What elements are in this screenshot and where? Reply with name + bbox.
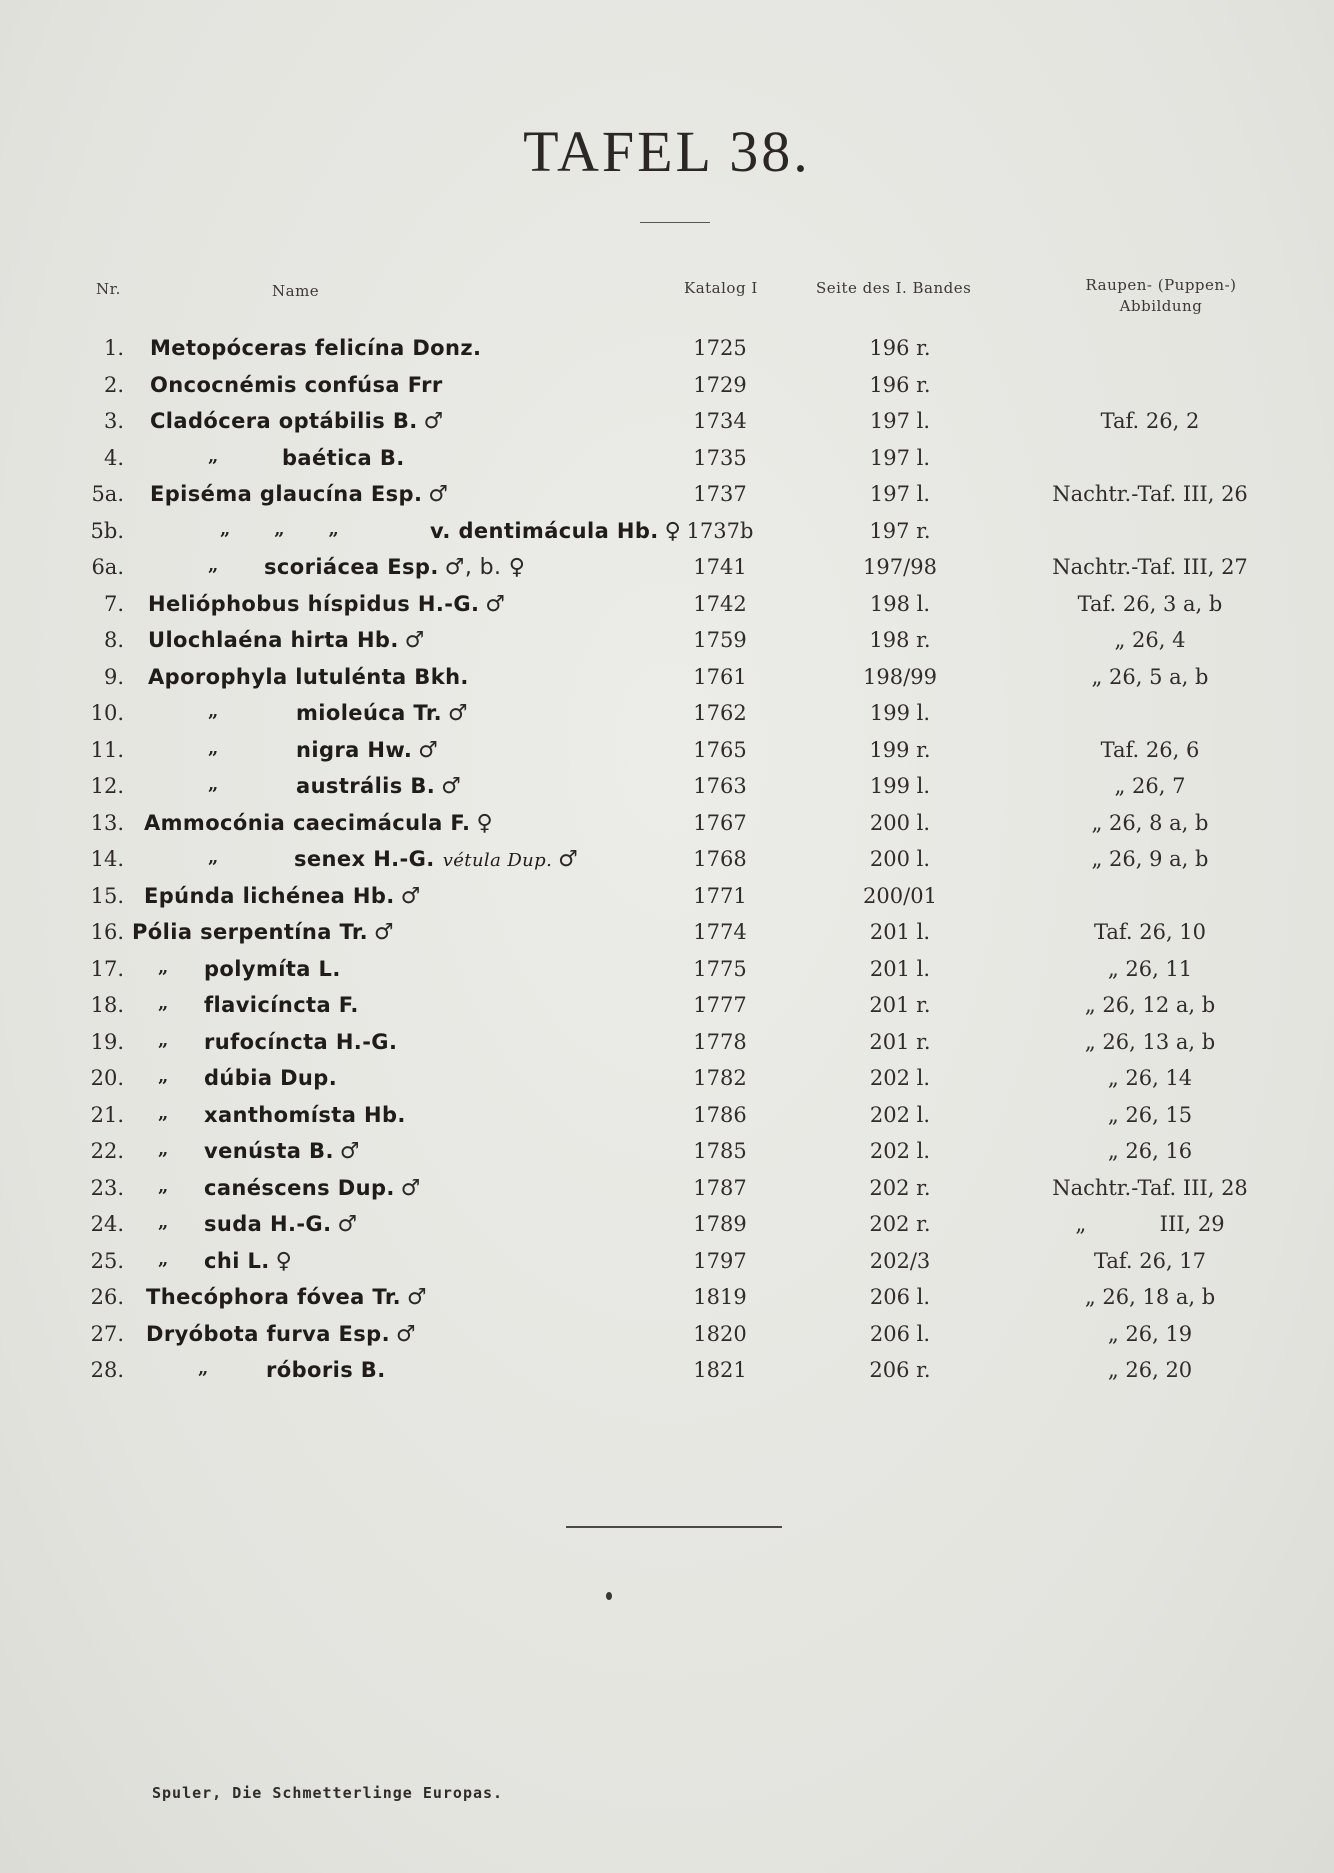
species-name-cell bbox=[148, 628, 425, 653]
species-name: Epúnda lichénea Hb. bbox=[144, 884, 395, 908]
plate-reference: Taf. 26, 6 bbox=[1100, 738, 1200, 762]
table-row bbox=[0, 993, 1334, 1027]
sex-symbol: ♂ bbox=[404, 628, 425, 653]
species-name: Episéma glaucína Esp. bbox=[150, 482, 423, 506]
page-reference: 200/01 bbox=[863, 884, 937, 908]
katalog-number: 1762 bbox=[693, 701, 747, 725]
species-name: austrális B. bbox=[296, 774, 436, 798]
sex-symbol: ♂ bbox=[337, 1212, 358, 1237]
row-number: 16. bbox=[90, 920, 124, 944]
species-name-cell bbox=[430, 519, 681, 544]
species-name: rufocíncta H.-G. bbox=[204, 1030, 398, 1054]
species-name: flavicíncta F. bbox=[204, 993, 359, 1017]
ditto-mark: „ bbox=[158, 1212, 169, 1233]
plate-reference: „ III, 29 bbox=[1075, 1212, 1225, 1236]
species-name-cell bbox=[204, 1066, 337, 1090]
table-row bbox=[0, 811, 1334, 845]
ditto-mark: „ bbox=[158, 1249, 169, 1270]
katalog-number: 1765 bbox=[693, 738, 747, 762]
species-name-cell bbox=[296, 774, 461, 799]
sex-symbol: ♂ bbox=[418, 738, 439, 763]
row-number: 27. bbox=[90, 1322, 124, 1346]
synonym-name: vétula Dup. bbox=[442, 850, 553, 871]
plate-reference: „ 26, 7 bbox=[1114, 774, 1186, 798]
page-reference: 196 r. bbox=[869, 336, 931, 360]
page-reference: 198 l. bbox=[869, 592, 931, 616]
ditto-mark: „ bbox=[158, 1066, 169, 1087]
plate-reference: „ 26, 15 bbox=[1107, 1103, 1193, 1127]
page-reference: 201 r. bbox=[869, 1030, 931, 1054]
plate-reference: Taf. 26, 17 bbox=[1093, 1249, 1207, 1273]
species-name: Ammocónia caecimácula F. bbox=[144, 811, 471, 835]
row-number: 1. bbox=[103, 336, 124, 360]
plate-reference: „ 26, 9 a, b bbox=[1091, 847, 1209, 871]
page-reference: 197 l. bbox=[869, 409, 931, 433]
species-name-cell bbox=[294, 847, 578, 872]
page-reference: 202 l. bbox=[869, 1103, 931, 1127]
row-number: 17. bbox=[90, 957, 124, 981]
species-name-cell bbox=[204, 1212, 358, 1237]
footer-source: Spuler, Die Schmetterlinge Europas. bbox=[152, 1784, 504, 1802]
header-abbildung-line1: Raupen- (Puppen-) bbox=[1085, 276, 1237, 294]
row-number: 28. bbox=[90, 1358, 124, 1382]
ditto-mark: „ bbox=[208, 847, 219, 868]
sex-symbol: ♂ bbox=[558, 847, 579, 872]
species-name: dúbia Dup. bbox=[204, 1066, 338, 1090]
species-name: nigra Hw. bbox=[296, 738, 413, 762]
sex-symbol: ♂ bbox=[441, 774, 462, 799]
page-reference: 198 r. bbox=[869, 628, 931, 652]
table-row bbox=[0, 665, 1334, 699]
katalog-number: 1737 bbox=[693, 482, 747, 506]
sex-symbol: ♀ bbox=[664, 519, 682, 544]
page-reference: 202 l. bbox=[869, 1066, 931, 1090]
plate-reference: „ 26, 18 a, b bbox=[1084, 1285, 1216, 1309]
page-reference: 202 r. bbox=[869, 1176, 931, 1200]
page-reference: 200 l. bbox=[869, 847, 931, 871]
katalog-number: 1759 bbox=[693, 628, 747, 652]
header-seite: Seite des I. Bandes bbox=[816, 279, 972, 297]
plate-reference: Taf. 26, 2 bbox=[1100, 409, 1200, 433]
katalog-number: 1778 bbox=[693, 1030, 747, 1054]
table-row bbox=[0, 446, 1334, 480]
species-name-cell bbox=[150, 336, 481, 360]
ditto-mark: „ bbox=[208, 738, 219, 759]
species-name: mioleúca Tr. bbox=[296, 701, 442, 725]
page-reference: 199 r. bbox=[869, 738, 931, 762]
species-name-cell bbox=[150, 482, 449, 507]
table-row bbox=[0, 519, 1334, 553]
species-name: senex H.-G. bbox=[294, 847, 435, 871]
plate-reference: Nachtr.-Taf. III, 27 bbox=[1052, 555, 1248, 579]
species-name-cell bbox=[144, 884, 421, 909]
species-name-cell bbox=[204, 1030, 397, 1054]
species-name-cell bbox=[264, 555, 525, 580]
row-number: 8. bbox=[103, 628, 124, 652]
sex-symbol: ♂ bbox=[485, 592, 506, 617]
table-row bbox=[0, 774, 1334, 808]
sex-symbol: ♀ bbox=[476, 811, 493, 836]
table-row bbox=[0, 701, 1334, 735]
table-row bbox=[0, 628, 1334, 662]
katalog-number: 1786 bbox=[693, 1103, 747, 1127]
sex-symbol: ♂ bbox=[400, 884, 421, 909]
species-name-cell bbox=[132, 920, 394, 945]
katalog-number: 1734 bbox=[693, 409, 747, 433]
ditto-mark: „ bbox=[158, 1030, 169, 1051]
katalog-number: 1821 bbox=[693, 1358, 747, 1382]
species-name-cell bbox=[204, 1139, 360, 1164]
table-row bbox=[0, 1139, 1334, 1173]
species-name: Pólia serpentína Tr. bbox=[132, 920, 369, 944]
ditto-mark: „ bbox=[208, 555, 219, 576]
page-reference: 197 l. bbox=[869, 446, 931, 470]
table-row bbox=[0, 409, 1334, 443]
page-reference: 197/98 bbox=[863, 555, 937, 579]
katalog-number: 1775 bbox=[693, 957, 747, 981]
plate-reference: Taf. 26, 3 a, b bbox=[1077, 592, 1223, 616]
species-name: Metopóceras felicína Donz. bbox=[150, 336, 482, 360]
page-reference: 206 l. bbox=[869, 1322, 931, 1346]
species-name-cell bbox=[204, 1176, 421, 1201]
species-name-cell bbox=[296, 701, 468, 726]
sex-symbol: ♂ bbox=[406, 1285, 428, 1310]
page-reference: 199 l. bbox=[869, 701, 931, 725]
species-name: xanthomísta Hb. bbox=[204, 1103, 406, 1127]
katalog-number: 1819 bbox=[693, 1285, 747, 1309]
katalog-number: 1789 bbox=[693, 1212, 747, 1236]
species-name: Dryóbota furva Esp. bbox=[146, 1322, 390, 1346]
ink-dot bbox=[606, 1592, 612, 1600]
katalog-number: 1771 bbox=[693, 884, 747, 908]
species-name: v. dentimácula Hb. bbox=[430, 519, 659, 543]
page-reference: 201 l. bbox=[869, 957, 931, 981]
header-abbildung-line2: Abbildung bbox=[1119, 297, 1203, 315]
sex-symbol: ♂ bbox=[339, 1139, 360, 1164]
page-reference: 200 l. bbox=[869, 811, 931, 835]
species-name-cell bbox=[204, 993, 359, 1017]
katalog-number: 1777 bbox=[693, 993, 747, 1017]
row-number: 25. bbox=[90, 1249, 124, 1273]
bottom-divider bbox=[566, 1526, 782, 1528]
plate-reference: Nachtr.-Taf. III, 26 bbox=[1052, 482, 1248, 506]
row-number: 2. bbox=[103, 373, 124, 397]
table-row bbox=[0, 1322, 1334, 1356]
species-name-cell bbox=[148, 665, 469, 689]
page-reference: 197 l. bbox=[869, 482, 931, 506]
katalog-number: 1729 bbox=[693, 373, 747, 397]
page-reference: 197 r. bbox=[869, 519, 931, 543]
header-nr: Nr. bbox=[96, 280, 121, 298]
page-reference: 206 l. bbox=[869, 1285, 931, 1309]
plate-reference: „ 26, 14 bbox=[1107, 1066, 1193, 1090]
row-number: 10. bbox=[90, 701, 124, 725]
species-name-cell bbox=[150, 373, 443, 397]
row-number: 5b. bbox=[90, 519, 124, 543]
katalog-number: 1763 bbox=[693, 774, 747, 798]
table-row bbox=[0, 373, 1334, 407]
species-name: Cladócera optábilis B. bbox=[150, 409, 418, 433]
species-name-cell bbox=[148, 592, 506, 617]
table-row bbox=[0, 957, 1334, 991]
ditto-mark: „ bbox=[158, 957, 169, 978]
row-number: 14. bbox=[90, 847, 124, 871]
table-row bbox=[0, 555, 1334, 589]
plate-reference: „ 26, 4 bbox=[1114, 628, 1186, 652]
table-row bbox=[0, 1285, 1334, 1319]
katalog-number: 1761 bbox=[693, 665, 747, 689]
row-number: 5a. bbox=[91, 482, 124, 506]
page-reference: 199 l. bbox=[869, 774, 931, 798]
katalog-number: 1787 bbox=[693, 1176, 747, 1200]
ditto-mark: „ „ „ bbox=[220, 519, 339, 540]
species-name: chi L. bbox=[204, 1249, 270, 1273]
species-name: scoriácea Esp. bbox=[264, 555, 439, 579]
sex-symbol: ♀ bbox=[275, 1249, 293, 1274]
row-number: 11. bbox=[90, 738, 124, 762]
species-name: Oncocnémis confúsa Frr bbox=[150, 373, 443, 397]
row-number: 12. bbox=[90, 774, 124, 798]
row-number: 15. bbox=[90, 884, 124, 908]
katalog-number: 1741 bbox=[693, 555, 747, 579]
katalog-number: 1797 bbox=[693, 1249, 747, 1273]
row-number: 24. bbox=[90, 1212, 124, 1236]
katalog-number: 1735 bbox=[693, 446, 747, 470]
page-reference: 201 r. bbox=[869, 993, 931, 1017]
katalog-number: 1782 bbox=[693, 1066, 747, 1090]
ditto-mark: „ bbox=[208, 701, 219, 722]
species-name: baética B. bbox=[282, 446, 405, 470]
header-name: Name bbox=[272, 282, 320, 300]
page-reference: 196 r. bbox=[869, 373, 931, 397]
table-row bbox=[0, 1103, 1334, 1137]
row-number: 7. bbox=[103, 592, 124, 616]
row-number: 13. bbox=[90, 811, 124, 835]
species-name: Ulochlaéna hirta Hb. bbox=[148, 628, 399, 652]
plate-reference: „ 26, 16 bbox=[1107, 1139, 1193, 1163]
species-name-cell bbox=[150, 409, 444, 434]
row-number: 9. bbox=[103, 665, 124, 689]
plate-reference: „ 26, 19 bbox=[1107, 1322, 1193, 1346]
plate-reference: „ 26, 12 a, b bbox=[1084, 993, 1216, 1017]
row-number: 22. bbox=[90, 1139, 124, 1163]
row-number: 26. bbox=[90, 1285, 124, 1309]
species-name: venústa B. bbox=[204, 1139, 334, 1163]
row-number: 6a. bbox=[91, 555, 124, 579]
table-row bbox=[0, 1030, 1334, 1064]
plate-reference: „ 26, 13 a, b bbox=[1084, 1030, 1216, 1054]
katalog-number: 1820 bbox=[693, 1322, 747, 1346]
table-row bbox=[0, 1176, 1334, 1210]
ditto-mark: „ bbox=[158, 1139, 169, 1160]
sex-symbol: ♂ bbox=[448, 701, 469, 726]
row-number: 19. bbox=[90, 1030, 124, 1054]
table-row bbox=[0, 884, 1334, 918]
species-name-cell bbox=[204, 1103, 406, 1127]
species-name: canéscens Dup. bbox=[204, 1176, 395, 1200]
sex-symbol: ♂ bbox=[400, 1176, 421, 1201]
species-name: róboris B. bbox=[266, 1358, 386, 1382]
table-row bbox=[0, 592, 1334, 626]
page-reference: 206 r. bbox=[869, 1358, 931, 1382]
page-reference: 202 r. bbox=[869, 1212, 931, 1236]
table-row bbox=[0, 920, 1334, 954]
plate-reference: Taf. 26, 10 bbox=[1093, 920, 1207, 944]
ditto-mark: „ bbox=[158, 1103, 169, 1124]
table-row bbox=[0, 336, 1334, 370]
row-number: 23. bbox=[90, 1176, 124, 1200]
katalog-number: 1725 bbox=[693, 336, 747, 360]
header-katalog: Katalog I bbox=[684, 279, 758, 297]
table-row bbox=[0, 1066, 1334, 1100]
page-title: TAFEL 38. bbox=[523, 119, 811, 184]
katalog-number: 1768 bbox=[693, 847, 747, 871]
ditto-mark: „ bbox=[158, 1176, 169, 1197]
ditto-mark: „ bbox=[208, 774, 219, 795]
table-row bbox=[0, 847, 1334, 881]
species-name-cell bbox=[146, 1285, 427, 1310]
sex-symbol: ♂ bbox=[423, 409, 444, 434]
table-row bbox=[0, 1212, 1334, 1246]
katalog-number: 1774 bbox=[693, 920, 747, 944]
title-divider bbox=[640, 222, 710, 223]
species-name-cell bbox=[144, 811, 493, 836]
page-reference: 202 l. bbox=[869, 1139, 931, 1163]
row-number: 21. bbox=[90, 1103, 124, 1127]
row-number: 18. bbox=[90, 993, 124, 1017]
ditto-mark: „ bbox=[198, 1358, 209, 1379]
page-reference: 198/99 bbox=[863, 665, 937, 689]
species-name: suda H.-G. bbox=[204, 1212, 332, 1236]
species-name: Helióphobus híspidus H.-G. bbox=[148, 592, 480, 616]
table-row bbox=[0, 482, 1334, 516]
species-name: polymíta L. bbox=[204, 957, 341, 981]
species-name-cell bbox=[146, 1322, 416, 1347]
row-number: 4. bbox=[103, 446, 124, 470]
sex-symbol: ♂ bbox=[395, 1322, 417, 1347]
species-name-cell bbox=[296, 738, 438, 763]
species-name-cell bbox=[204, 1249, 292, 1274]
table-row bbox=[0, 738, 1334, 772]
page-reference: 201 l. bbox=[869, 920, 931, 944]
sex-symbol: ♂ bbox=[374, 920, 395, 945]
table-row bbox=[0, 1249, 1334, 1283]
header-abbildung bbox=[1056, 275, 1266, 317]
plate-reference: „ 26, 20 bbox=[1107, 1358, 1193, 1382]
katalog-number: 1767 bbox=[693, 811, 747, 835]
plate-reference: „ 26, 11 bbox=[1107, 957, 1193, 981]
sex-symbol: ♂, b. ♀ bbox=[444, 555, 526, 580]
page-reference: 202/3 bbox=[869, 1249, 931, 1273]
species-name: Aporophyla lutulénta Bkh. bbox=[148, 665, 469, 689]
plate-reference: Nachtr.-Taf. III, 28 bbox=[1052, 1176, 1248, 1200]
ditto-mark: „ bbox=[208, 446, 219, 467]
species-name-cell bbox=[282, 446, 405, 470]
katalog-number: 1785 bbox=[693, 1139, 747, 1163]
ditto-mark: „ bbox=[158, 993, 169, 1014]
row-number: 3. bbox=[103, 409, 124, 433]
table-row bbox=[0, 1358, 1334, 1392]
plate-reference: „ 26, 5 a, b bbox=[1091, 665, 1209, 689]
sex-symbol: ♂ bbox=[428, 482, 449, 507]
species-name-cell bbox=[266, 1358, 386, 1382]
species-name-cell bbox=[204, 957, 341, 981]
species-name: Thecóphora fóvea Tr. bbox=[146, 1285, 401, 1309]
row-number: 20. bbox=[90, 1066, 124, 1090]
plate-reference: „ 26, 8 a, b bbox=[1091, 811, 1209, 835]
katalog-number: 1737b bbox=[686, 519, 754, 543]
katalog-number: 1742 bbox=[693, 592, 747, 616]
